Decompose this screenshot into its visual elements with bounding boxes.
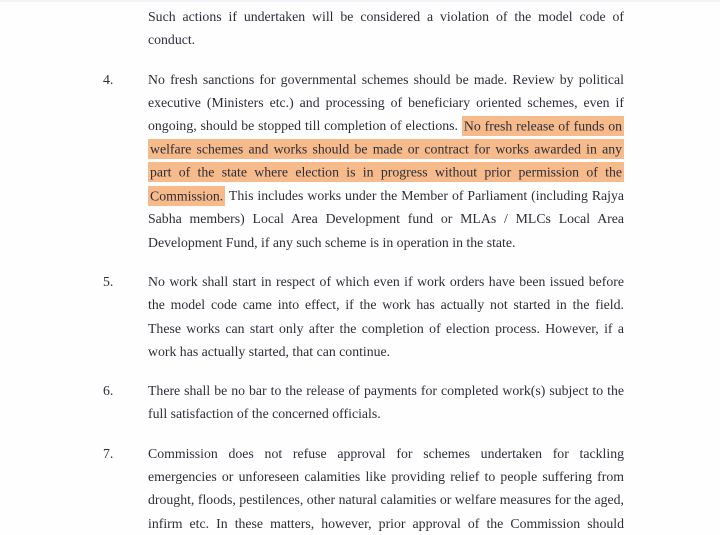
paragraph-text: This includes works under the Member of Parliament (including Rajya Sabha members) Local Area Development fund or MLAs / MLCs Local Area Development Fund, if any such scheme is in operation in the state. <box>148 188 624 250</box>
paragraph-text: No fresh sanctions for governmental schemes should be made. Review by political executive (Ministers etc.) and processing of beneficiary oriented schemes, even if ongoing, should be stopped till completion of elections. <box>148 71 624 134</box>
item-number: 4. <box>103 71 114 87</box>
item-number: 5. <box>103 273 114 289</box>
list-item-6 <box>103 379 624 426</box>
document-body <box>0 5 720 535</box>
item-paragraph <box>148 68 624 254</box>
paragraph-text: Commission does not refuse approval for schemes undertaken for tackling emergencies or unforeseen calamities like providing relief to people suffering from drought, floods, pestilences, other natural calamities or welfare measures for the aged, infirm etc. In these matters, however, prior approval of the Commission should <box>148 445 624 531</box>
item-paragraph <box>148 270 624 363</box>
list-item-4 <box>103 68 624 254</box>
item-paragraph <box>148 379 624 426</box>
item-paragraph <box>148 442 624 535</box>
item-number: 7. <box>103 445 114 461</box>
list-item-7 <box>103 442 624 535</box>
item-number: 6. <box>103 383 114 399</box>
paragraph-continuation <box>148 5 624 52</box>
paragraph-text: No work shall start in respect of which even if work orders have been issued before the model code came into effect, if the work has actually not started in the field. These works can start only after the completion of election process. However, if a work has actually started, that can continue. <box>148 273 624 359</box>
highlighted-text: No fresh release of funds on welfare schemes and works should be made or contract for works awarded in any part of the state where election is in progress without prior permission of the Commission. <box>148 116 624 206</box>
paragraph-text: Such actions if undertaken will be considered a violation of the model code of conduct. <box>148 9 624 48</box>
paragraph-text: There shall be no bar to the release of payments for completed work(s) subject to the full satisfaction of the concerned officials. <box>148 383 624 422</box>
list-item-5 <box>103 270 624 363</box>
